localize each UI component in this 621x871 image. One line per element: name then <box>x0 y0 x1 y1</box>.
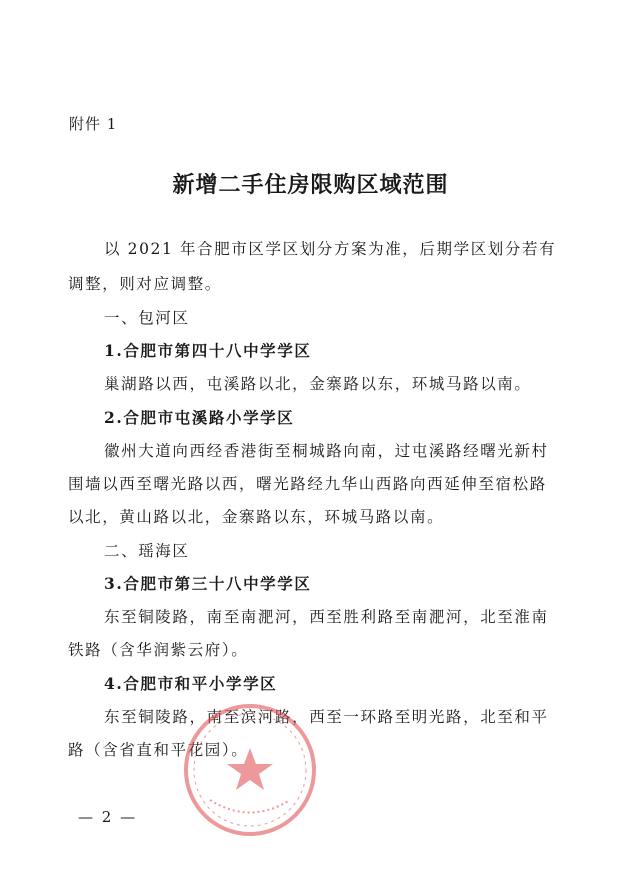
school-district-range-3-line-1: 东至铜陵路，南至南淝河，西至胜利路至南淝河，北至淮南 <box>104 608 549 626</box>
school-district-range-1: 巢湖路以西，屯溪路以北，金寨路以东，环城马路以南。 <box>104 375 532 393</box>
school-district-range-4-line-1: 东至铜陵路，南至滨河路，西至一环路至明光路，北至和平 <box>104 708 549 726</box>
intro-line-1: 以 2021 年合肥市区学区划分方案为准，后期学区划分若有 <box>104 240 557 258</box>
school-district-range-2-line-2: 围墙以西至曙光路以西，曙光路经九华山西路向西延伸至宿松路 <box>68 475 547 493</box>
school-district-range-2-line-3: 以北，黄山路以北，金寨路以东，环城马路以南。 <box>68 508 445 526</box>
school-district-heading-4: 4.合肥市和平小学学区 <box>104 674 278 693</box>
page-number: — 2 — <box>78 808 138 826</box>
school-district-heading-3: 3.合肥市第三十八中学学区 <box>104 574 312 593</box>
school-district-heading-2: 2.合肥市屯溪路小学学区 <box>104 408 295 427</box>
attachment-label: 附件 1 <box>69 115 118 133</box>
intro-line-2: 调整，则对应调整。 <box>68 275 222 293</box>
district-heading-yaohai: 二、瑶海区 <box>104 542 190 560</box>
document-title: 新增二手住房限购区域范围 <box>172 172 449 198</box>
school-district-range-2-line-1: 徽州大道向西经香港街至桐城路向南，过屯溪路经曙光新村 <box>104 442 549 460</box>
district-heading-baohe: 一、包河区 <box>104 309 190 327</box>
school-district-heading-1: 1.合肥市第四十八中学学区 <box>104 341 312 360</box>
official-seal-icon <box>180 700 320 840</box>
school-district-range-4-line-2: 路（含省直和平花园）。 <box>68 741 249 759</box>
school-district-range-3-line-2: 铁路（含华润紫云府）。 <box>68 641 249 659</box>
